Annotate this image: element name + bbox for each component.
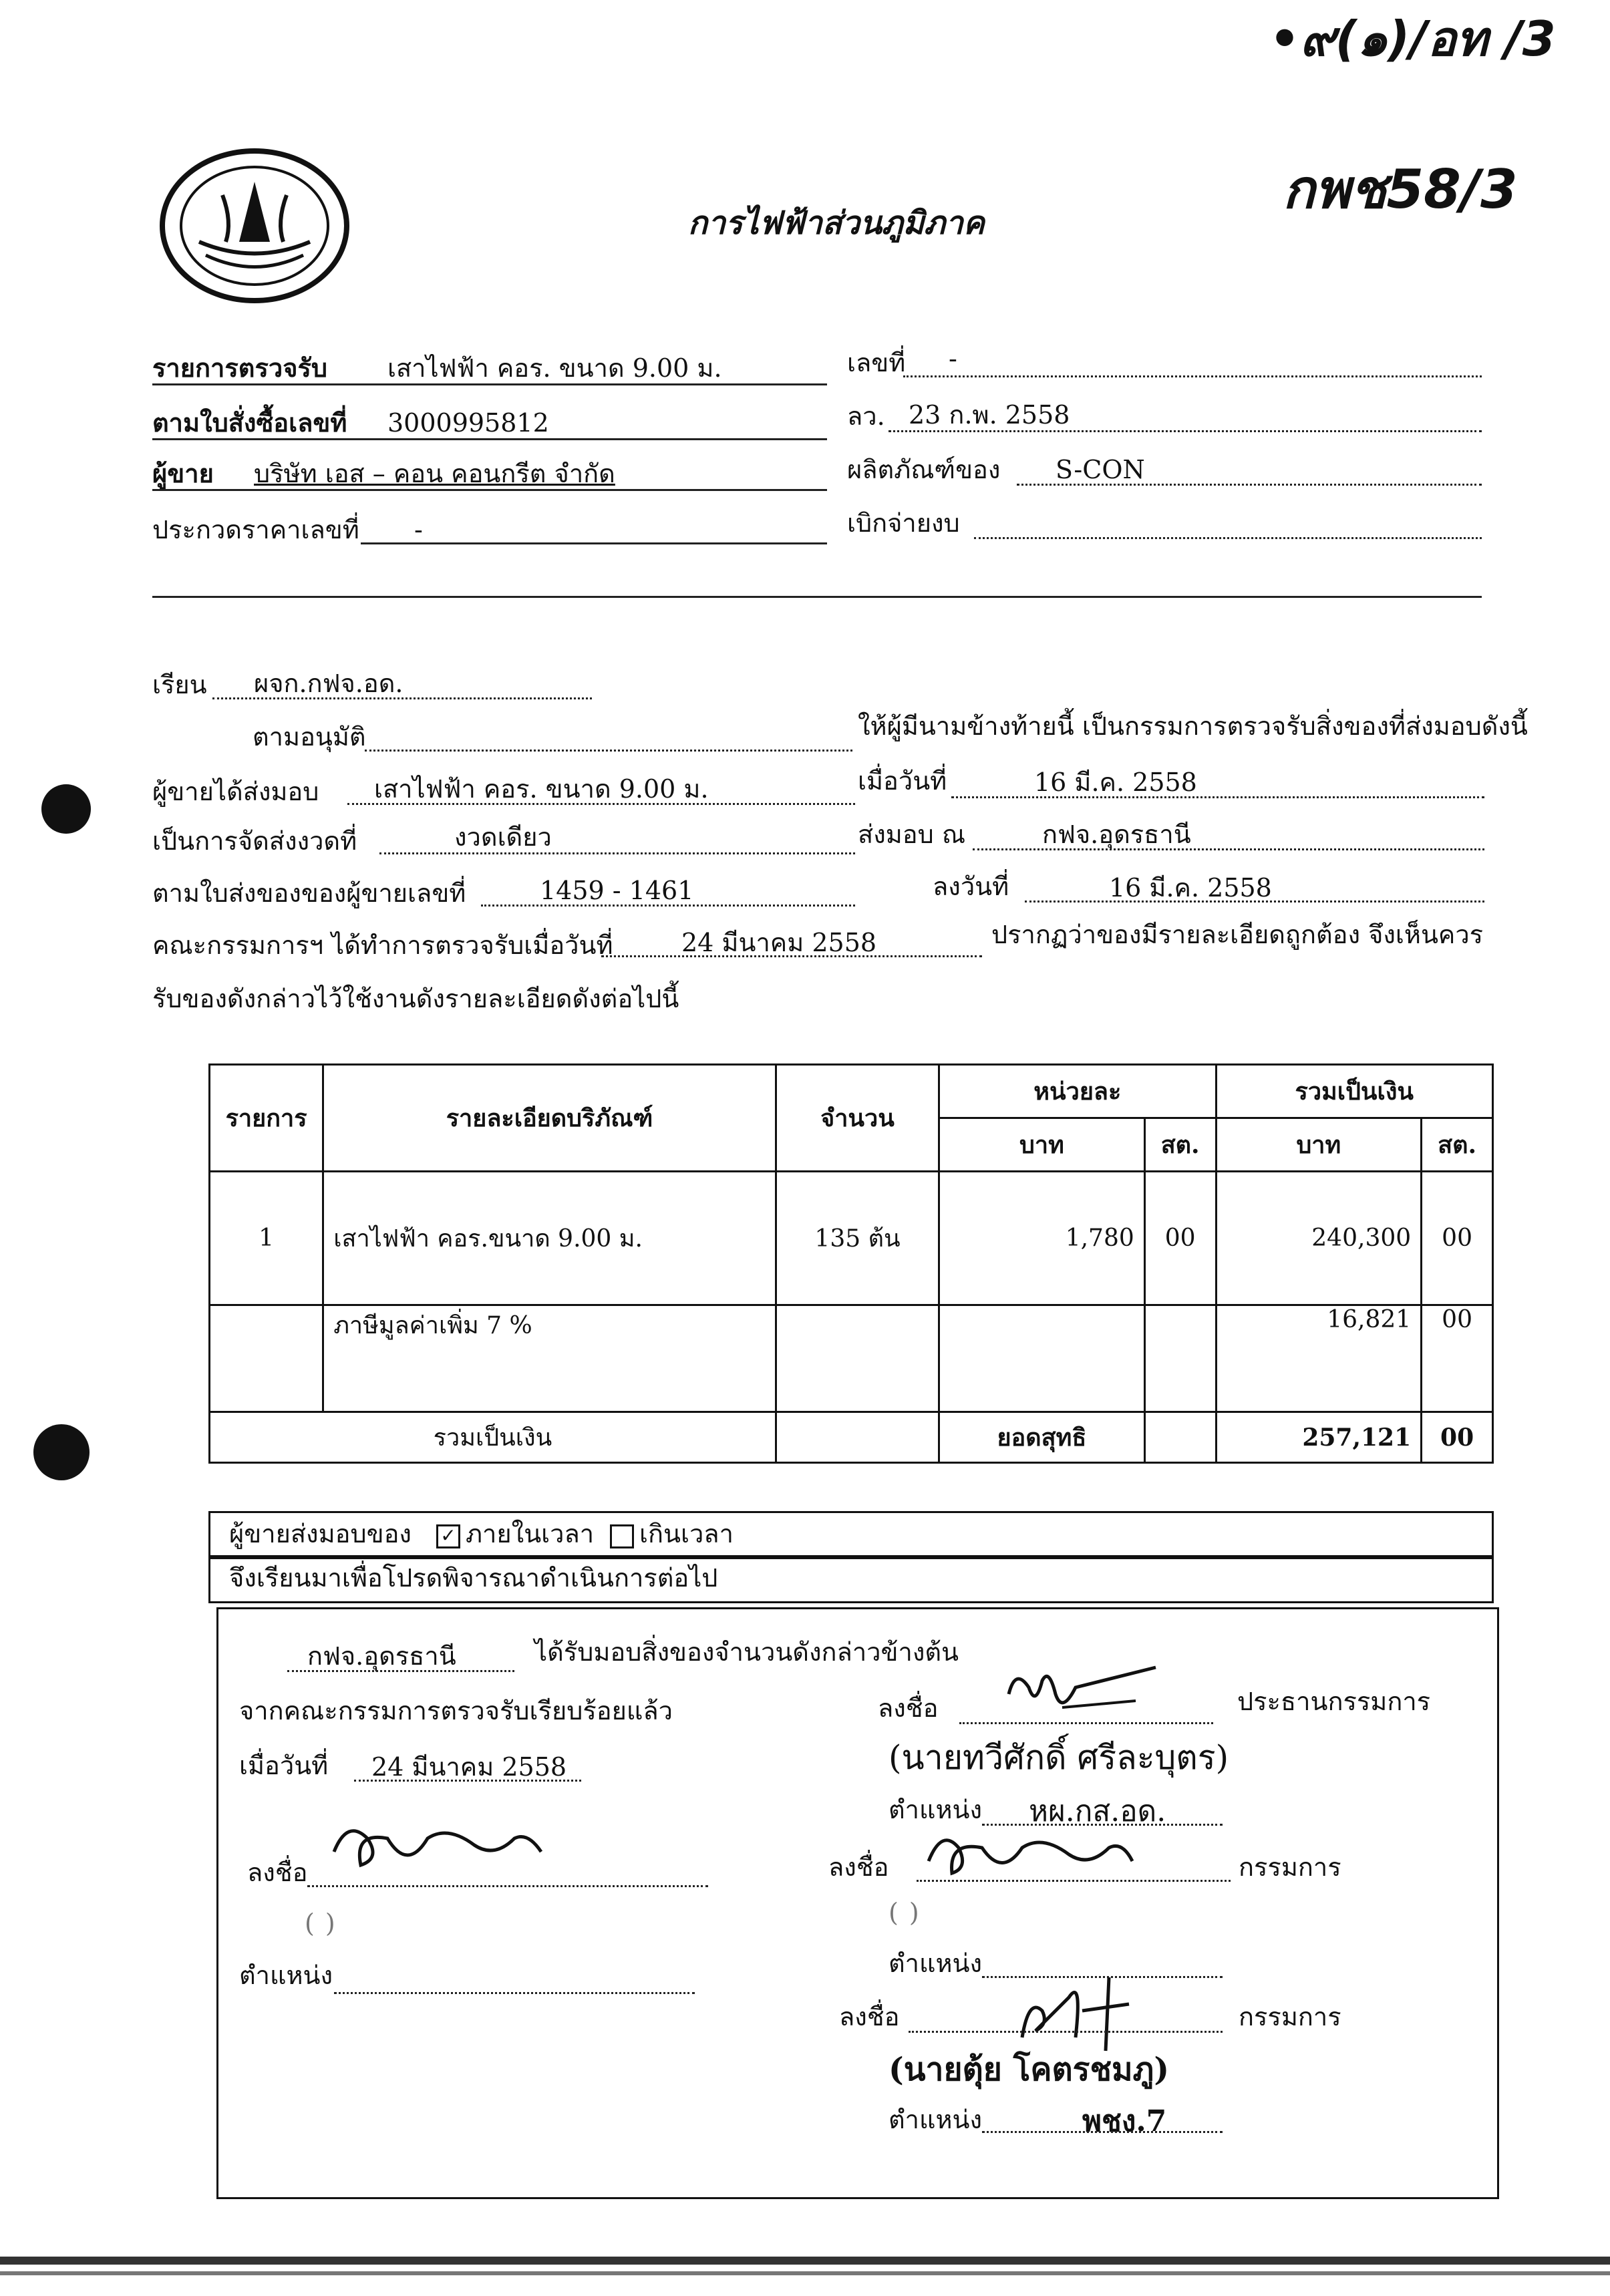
row-total-satang: 00 [1422,1172,1493,1305]
to-label: เรียน [152,670,207,699]
received-text: ได้รับมอบสิ่งของจำนวนดังกล่าวข้างต้น [534,1637,959,1667]
chair-name: (นายทวีศักดิ์ ศรีละบุตร) [889,1738,1229,1777]
receiver-signature [327,1812,548,1885]
approval-suffix: ให้ผู้มีนามข้างท้ายนี้ เป็นกรรมการตรวจรับสิ่งของที่ส่งมอบดังนี้ [858,711,1528,741]
late-option[interactable] [605,1518,734,1549]
late-label: เกินเวลา [639,1519,734,1548]
pea-logo-seal [159,148,350,303]
row-quantity [776,1305,939,1412]
net-total-baht: 257,121 [1216,1412,1422,1463]
product-of-label: ผลิตภัณฑ์ของ [847,455,1001,484]
document-code-top: •๙(๑)/อท /3 [1269,11,1556,67]
inspection-item-label: รายการตรวจรับ [152,353,327,383]
table-header-quantity: จำนวน [776,1065,939,1172]
document-number-label: เลขที่ [847,348,906,377]
purchase-order-label: ตามใบสั่งซื้อเลขที่ [152,407,347,438]
row-total-baht: 240,300 [1216,1172,1422,1305]
invoice-label: ตามใบส่งของของผู้ขายเลขที่ [152,878,466,908]
header-divider [152,596,1482,598]
organization-title: การไฟฟ้าส่วนภูมิภาค [688,204,985,242]
chair-role: ประธานกรรมการ [1237,1687,1431,1716]
row-unit-baht: 1,780 [939,1172,1145,1305]
delivered-date-value: 16 มี.ค. 2558 [1034,768,1197,797]
bid-number-label: ประกวดราคาเลขที่ [152,515,359,544]
table-header-total-satang: สต. [1422,1118,1493,1172]
inspection-date-value: 24 มีนาคม 2558 [681,928,877,957]
product-of-value: S-CON [1056,455,1145,484]
table-header-unit-price: หน่วยละ [939,1065,1216,1118]
approval-label: ตามอนุมัติ [253,722,366,752]
table-header-total-baht: บาท [1216,1118,1422,1172]
receiver-name-stamp: ( ) [305,1909,337,1938]
member2-position-label: ตำแหน่ง [889,1949,983,1978]
net-total-satang: 00 [1422,1412,1493,1463]
row-total-satang: 00 [1422,1305,1493,1412]
member2-signature [922,1821,1136,1888]
member3-name: (นายตุ้ย โคตรชมภู) [889,2051,1170,2088]
chair-position-label: ตำแหน่ง [889,1795,983,1824]
delivery-status-box [208,1511,1494,1559]
member3-sign-label: ลงชื่อ [839,2002,900,2031]
row-unit-baht [939,1305,1145,1412]
request-box [208,1555,1494,1603]
row-number [210,1305,323,1412]
budget-label: เบิกจ่ายงบ [847,508,960,538]
table-header-item: รายการ [210,1065,323,1172]
document-date-value: 23 ก.พ. 2558 [909,400,1070,430]
table-row [210,1305,1493,1412]
purchase-order-value: 3000995812 [387,408,549,438]
invoice-value: 1459 - 1461 [540,876,694,905]
punch-hole-top [41,784,91,834]
receiver-sign-label: ลงชื่อ [247,1858,308,1887]
document-code-handwritten: กพช58/3 [1283,158,1518,220]
sum-label: รวมเป็นเงิน [210,1412,776,1463]
member2-sign-label: ลงชื่อ [828,1852,889,1882]
document-number-value: - [949,344,957,373]
table-row [210,1172,1493,1305]
on-time-label: ภายในเวลา [466,1519,595,1548]
inspection-date-label: คณะกรรมการฯ ได้ทำการตรวจรับเมื่อวันที่ [152,931,613,960]
row-unit-satang [1144,1305,1216,1412]
on-time-checkbox[interactable]: ✓ [436,1524,460,1548]
member2-name-stamp: ( ) [889,1898,921,1927]
member2-role: กรรมการ [1239,1852,1341,1882]
request-text: จึงเรียนมาเพื่อโปรดพิจารณาดำเนินการต่อไป [229,1563,718,1593]
delivery-place-label: ส่งมอบ ณ [858,820,966,849]
row-quantity: 135 ต้น [776,1172,939,1305]
to-value: ผจก.กฟจ.อด. [254,669,404,698]
seller-value: บริษัท เอส – คอน คอนกรีต จำกัด [254,459,615,488]
inspection-result: ปรากฏว่าของมีรายละเอียดถูกต้อง จึงเห็นควร [991,920,1484,949]
table-header-total: รวมเป็นเงิน [1216,1065,1492,1118]
receipt-date-value: 24 มีนาคม 2558 [371,1752,567,1782]
delivered-date-label: เมื่อวันที่ [858,766,947,796]
inspection-item-value: เสาไฟฟ้า คอร. ขนาด 9.00 ม. [387,353,722,383]
member3-role: กรรมการ [1239,2002,1341,2031]
delivery-status-label: ผู้ขายส่งมอบของ [229,1519,412,1548]
on-time-option[interactable] [431,1518,594,1549]
net-total-label: ยอดสุทธิ [939,1412,1145,1463]
row-total-baht: 16,821 [1216,1305,1422,1412]
scan-edge-bar-thin [0,2271,1610,2275]
row-unit-satang: 00 [1144,1172,1216,1305]
chair-position-value: หผ.กส.อด. [1029,1794,1166,1828]
lot-value: งวดเดียว [454,822,552,852]
table-header-unit-baht: บาท [939,1118,1145,1172]
member3-position-value: พชง.7 [1082,2104,1167,2138]
invoice-date-value: 16 มี.ค. 2558 [1109,873,1272,903]
closing-sentence: รับของดังกล่าวไว้ใช้งานดังรายละเอียดดังต่อไปนี้ [152,984,679,1013]
delivered-value: เสาไฟฟ้า คอร. ขนาด 9.00 ม. [374,774,709,804]
scan-edge-bar [0,2257,1610,2265]
bid-number-value: - [414,515,423,544]
row-description: เสาไฟฟ้า คอร.ขนาด 9.00 ม. [323,1172,776,1305]
document-date-label: ลว. [847,401,885,431]
table-header-description: รายละเอียดบริภัณฑ์ [323,1065,776,1172]
from-committee-text: จากคณะกรรมการตรวจรับเรียบร้อยแล้ว [239,1696,673,1726]
receiver-position-label: ตำแหน่ง [239,1961,333,1990]
delivered-label: ผู้ขายได้ส่งมอบ [152,777,319,806]
late-checkbox[interactable] [610,1524,634,1548]
row-description: ภาษีมูลค่าเพิ่ม 7 % [323,1305,776,1412]
table-header-unit-satang: สต. [1144,1118,1216,1172]
receiving-office: กฟจ.อุดรธานี [307,1641,456,1671]
member3-position-label: ตำแหน่ง [889,2105,983,2134]
chair-sign-label: ลงชื่อ [878,1693,939,1723]
invoice-date-label: ลงวันที่ [933,872,1009,901]
delivery-place-value: กฟจ.อุดรธานี [1042,820,1191,849]
punch-hole-bottom [33,1424,90,1480]
row-number: 1 [210,1172,323,1305]
lot-label: เป็นการจัดส่งงวดที่ [152,826,357,856]
receipt-date-label: เมื่อวันที่ [239,1751,329,1780]
seller-label: ผู้ขาย [152,458,214,488]
items-table [208,1063,1494,1464]
